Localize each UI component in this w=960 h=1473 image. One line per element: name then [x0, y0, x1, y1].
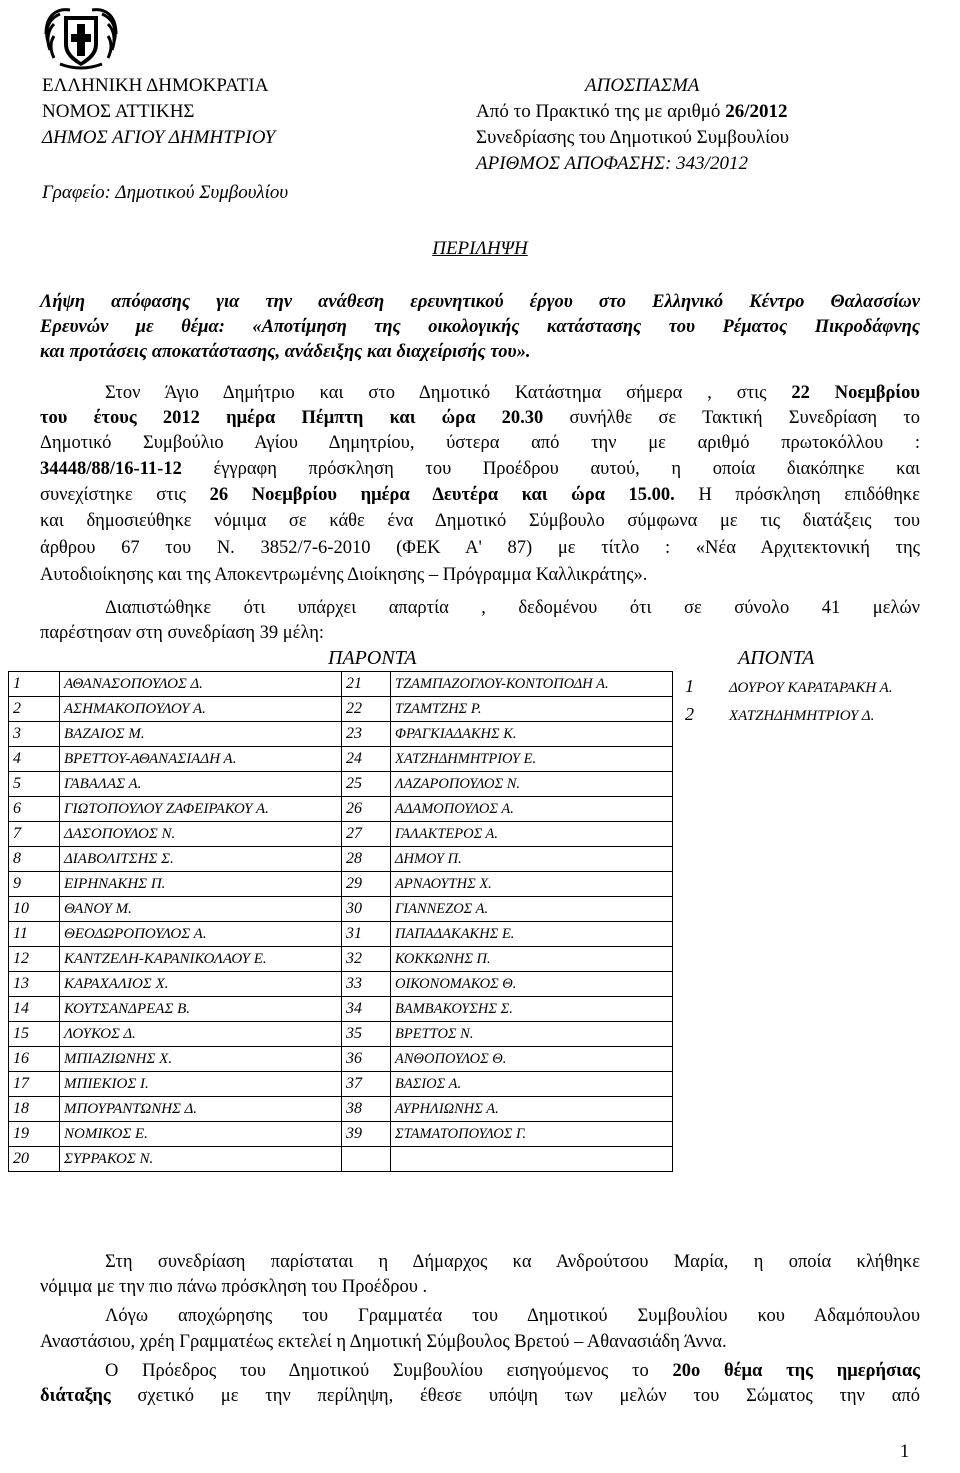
- member-name: ΔΑΣΟΠΟΥΛΟΣ Ν.: [60, 822, 342, 847]
- member-name: ΑΝΘΟΠΟΥΛΟΣ Θ.: [391, 1047, 673, 1072]
- member-number: 19: [9, 1122, 60, 1147]
- member-number: 8: [9, 847, 60, 872]
- member-name: ΝΟΜΙΚΟΣ Ε.: [60, 1122, 342, 1147]
- intro-line-4: [40, 457, 920, 482]
- absent-member-name: ΔΟΥΡΟΥ ΚΑΡΑΤΑΡΑΚΗ Α.: [729, 680, 893, 696]
- table-row: [9, 922, 673, 947]
- member-number: 3: [9, 722, 60, 747]
- member-name: ΦΡΑΓΚΙΑΔΑΚΗΣ Κ.: [391, 722, 673, 747]
- table-row: [9, 1047, 673, 1072]
- member-name: ΣΤΑΜΑΤΟΠΟΥΛΟΣ Γ.: [391, 1122, 673, 1147]
- intro-text-1: Στον Άγιο Δημήτριο και στο Δημοτικό Κατάστημα σήμερα , στις: [105, 383, 792, 403]
- table-row: [9, 822, 673, 847]
- header-municipality: ΔΗΜΟΣ ΑΓΙΟΥ ΔΗΜΗΤΡΙΟΥ: [42, 127, 276, 148]
- table-row: [9, 747, 673, 772]
- absent-member: [685, 676, 893, 697]
- table-row: [9, 1122, 673, 1147]
- summary-title: ΠΕΡΙΛΗΨΗ: [432, 238, 528, 259]
- absent-member-name: ΧΑΤΖΗΔΗΜΗΤΡΙΟΥ Δ.: [729, 708, 875, 724]
- member-name: ΧΑΤΖΗΔΗΜΗΤΡΙΟΥ Ε.: [391, 747, 673, 772]
- member-name: ΒΑΣΙΟΣ Α.: [391, 1072, 673, 1097]
- attendance-line: παρέστησαν στη συνεδρίαση 39 μέλη:: [40, 623, 325, 643]
- intro-line-6: και δημοσιεύθηκε νόμιμα σε κάθε ένα Δημοτικό Σύμβουλο σύμφωνα με τις διατάξεις του: [40, 511, 920, 531]
- member-number: 29: [342, 872, 391, 897]
- continuation-date: 26 Νοεμβρίου ημέρα Δευτέρα και ώρα 15.00.: [209, 485, 675, 505]
- member-number: 13: [9, 972, 60, 997]
- decision-number: ΑΡΙΘΜΟΣ ΑΠΟΦΑΣΗΣ: 343/2012: [476, 153, 748, 174]
- member-number: 12: [9, 947, 60, 972]
- table-row: [9, 697, 673, 722]
- table-row: [9, 1147, 673, 1172]
- header-prefecture: ΝΟΜΟΣ ΑΤΤΙΚΗΣ: [42, 101, 195, 122]
- member-name: ΓΙΩΤΟΠΟΥΛΟΥ ΖΑΦΕΙΡΑΚΟΥ Α.: [60, 797, 342, 822]
- member-name: ΒΡΕΤΤΟΥ-ΑΘΑΝΑΣΙΑΔΗ Α.: [60, 747, 342, 772]
- table-row: [9, 1097, 673, 1122]
- quorum-line: Διαπιστώθηκε ότι υπάρχει απαρτία , δεδομένου ότι σε σύνολο 41 μελών: [105, 598, 920, 618]
- member-number: 14: [9, 997, 60, 1022]
- member-number: 23: [342, 722, 391, 747]
- member-name: ΟΙΚΟΝΟΜΑΚΟΣ Θ.: [391, 972, 673, 997]
- table-row: [9, 1022, 673, 1047]
- closing-line-5: [105, 1359, 920, 1384]
- minutes-reference: [476, 100, 787, 124]
- member-name: ΔΗΜΟΥ Π.: [391, 847, 673, 872]
- member-number: 30: [342, 897, 391, 922]
- table-row: [9, 897, 673, 922]
- table-row: [9, 847, 673, 872]
- member-number: [342, 1147, 391, 1172]
- table-row: [9, 772, 673, 797]
- header-country: ΕΛΛΗΝΙΚΗ ΔΗΜΟΚΡΑΤΙΑ: [42, 75, 269, 96]
- member-name: ΛΑΖΑΡΟΠΟΥΛΟΣ Ν.: [391, 772, 673, 797]
- absent-member-number: 2: [685, 704, 694, 724]
- table-row: [9, 797, 673, 822]
- member-number: 32: [342, 947, 391, 972]
- member-number: 34: [342, 997, 391, 1022]
- closing-line-4: Αναστάσιου, χρέη Γραμματέως εκτελεί η Δημοτική Σύμβουλος Βρετού – Αθανασιάδη Άννα.: [40, 1332, 727, 1352]
- closing-line-2: νόμιμα με την πιο πάνω πρόσκληση του Προέδρου .: [40, 1277, 428, 1297]
- member-name: ΘΕΟΔΩΡΟΠΟΥΛΟΣ Α.: [60, 922, 342, 947]
- member-number: 6: [9, 797, 60, 822]
- absent-label: ΑΠΟΝΤΑ: [738, 647, 815, 669]
- meeting-date: 22 Νοεμβρίου: [791, 383, 920, 403]
- agenda-item: 20ο θέμα της ημερήσιας: [672, 1361, 920, 1381]
- member-number: 2: [9, 697, 60, 722]
- member-number: 24: [342, 747, 391, 772]
- absent-member: [685, 704, 874, 725]
- present-members-table: [8, 671, 673, 1172]
- minutes-number: 26/2012: [725, 101, 788, 122]
- intro-text-5b: Η πρόσκληση επιδόθηκε: [674, 485, 920, 505]
- member-name: ΒΡΕΤΤΟΣ Ν.: [391, 1022, 673, 1047]
- member-name: ΤΖΑΜΤΖΗΣ Ρ.: [391, 697, 673, 722]
- table-row: [9, 1072, 673, 1097]
- member-number: 21: [342, 672, 391, 697]
- member-number: 28: [342, 847, 391, 872]
- member-number: 11: [9, 922, 60, 947]
- member-name: ΜΠΟΥΡΑΝΤΩΝΗΣ Δ.: [60, 1097, 342, 1122]
- member-number: 31: [342, 922, 391, 947]
- summary-line-3: και προτάσεις αποκατάστασης, ανάδειξης και διαχείρισής του».: [40, 342, 531, 362]
- member-number: 1: [9, 672, 60, 697]
- member-name: ΑΔΑΜΟΠΟΥΛΟΣ Α.: [391, 797, 673, 822]
- header-office: Γραφείο: Δημοτικού Συμβουλίου: [42, 182, 289, 203]
- member-name: ΚΟΚΚΩΝΗΣ Π.: [391, 947, 673, 972]
- member-number: 4: [9, 747, 60, 772]
- member-name: ΤΖΑΜΠΑΖΟΓΛΟΥ-ΚΟΝΤΟΠΟΔΗ Α.: [391, 672, 673, 697]
- intro-line-7: άρθρου 67 του Ν. 3852/7-6-2010 (ΦΕΚ Α' 87) με τίτλο : «Νέα Αρχιτεκτονική της: [40, 538, 920, 558]
- closing-text-6: σχετικό με την περίληψη, έθεσε υπόψη των μελών του Σώματος την από: [110, 1386, 920, 1406]
- summary-line-2: Ερευνών με θέμα: «Αποτίμηση της οικολογικής κατάστασης του Ρέματος Πικροδάφνης: [40, 317, 920, 337]
- member-number: 22: [342, 697, 391, 722]
- member-number: 10: [9, 897, 60, 922]
- member-number: 26: [342, 797, 391, 822]
- member-name: ΑΘΑΝΑΣΟΠΟΥΛΟΣ Δ.: [60, 672, 342, 697]
- intro-line-2: [40, 406, 920, 431]
- table-row: [9, 972, 673, 997]
- table-row: [9, 872, 673, 897]
- intro-line-5: [40, 483, 920, 508]
- member-number: 36: [342, 1047, 391, 1072]
- member-number: 38: [342, 1097, 391, 1122]
- member-number: 27: [342, 822, 391, 847]
- absent-member-number: 1: [685, 676, 694, 696]
- table-row: [9, 997, 673, 1022]
- member-name: ΚΑΝΤΖΕΛΗ-ΚΑΡΑΝΙΚΟΛΑΟΥ Ε.: [60, 947, 342, 972]
- intro-line-3: Δημοτικό Συμβούλιο Αγίου Δημητρίου, ύστερα από την με αριθμό πρωτοκόλλου :: [40, 433, 920, 453]
- member-name: ΑΣΗΜΑΚΟΠΟΥΛΟΥ Α.: [60, 697, 342, 722]
- intro-text-5: συνεχίστηκε στις: [40, 485, 210, 505]
- member-name: ΒΑΖΑΙΟΣ Μ.: [60, 722, 342, 747]
- document-type-title: ΑΠΟΣΠΑΣΜΑ: [585, 75, 700, 96]
- member-number: 39: [342, 1122, 391, 1147]
- page-number: 1: [900, 1442, 910, 1462]
- member-name: ΓΑΛΑΚΤΕΡΟΣ Α.: [391, 822, 673, 847]
- member-name: ΠΑΠΑΔΑΚΑΚΗΣ Ε.: [391, 922, 673, 947]
- closing-line-6: [40, 1384, 920, 1409]
- member-number: 35: [342, 1022, 391, 1047]
- member-name: ΜΠΙΑΖΙΩΝΗΣ Χ.: [60, 1047, 342, 1072]
- hellenic-republic-emblem-icon: [40, 4, 122, 70]
- meeting-time: του έτους 2012 ημέρα Πέμπτη και ώρα 20.30: [40, 408, 544, 428]
- closing-line-1: Στη συνεδρίαση παρίσταται η Δήμαρχος κα Ανδρούτσου Μαρία, η οποία κλήθηκε: [105, 1252, 920, 1272]
- member-number: 33: [342, 972, 391, 997]
- intro-line-1: [105, 381, 920, 406]
- member-name: ΚΟΥΤΣΑΝΔΡΕΑΣ Β.: [60, 997, 342, 1022]
- member-name: ΜΠΙΕΚΙΟΣ Ι.: [60, 1072, 342, 1097]
- intro-text-2: συνήλθε σε Τακτική Συνεδρίαση το: [543, 408, 921, 428]
- intro-text-4: έγγραφη πρόσκληση του Προέδρου αυτού, η οποία διακόπηκε και: [181, 459, 920, 479]
- member-number: 5: [9, 772, 60, 797]
- member-number: 9: [9, 872, 60, 897]
- member-number: 16: [9, 1047, 60, 1072]
- member-number: 37: [342, 1072, 391, 1097]
- summary-line-1: Λήψη απόφασης για την ανάθεση ερευνητικού έργου στο Ελληνικό Κέντρο Θαλασσίων: [40, 292, 920, 312]
- agenda-label: διάταξης: [40, 1386, 111, 1406]
- member-name: ΒΑΜΒΑΚΟΥΣΗΣ Σ.: [391, 997, 673, 1022]
- member-name: ΘΑΝΟΥ Μ.: [60, 897, 342, 922]
- protocol-number: 34448/88/16-11-12: [40, 459, 182, 479]
- member-number: 7: [9, 822, 60, 847]
- session-line: Συνεδρίασης του Δημοτικού Συμβουλίου: [476, 127, 790, 148]
- table-row: [9, 947, 673, 972]
- member-name: ΓΙΑΝΝΕΖΟΣ Α.: [391, 897, 673, 922]
- member-number: 25: [342, 772, 391, 797]
- member-name: ΣΥΡΡΑΚΟΣ Ν.: [60, 1147, 342, 1172]
- table-row: [9, 722, 673, 747]
- member-name: ΑΥΡΗΛΙΩΝΗΣ Α.: [391, 1097, 673, 1122]
- member-number: 17: [9, 1072, 60, 1097]
- member-name: [391, 1147, 673, 1172]
- present-label: ΠΑΡΟΝΤΑ: [328, 647, 417, 669]
- closing-text-5: Ο Πρόεδρος του Δημοτικού Συμβουλίου εισηγούμενος το: [105, 1361, 673, 1381]
- member-name: ΕΙΡΗΝΑΚΗΣ Π.: [60, 872, 342, 897]
- member-number: 18: [9, 1097, 60, 1122]
- member-number: 20: [9, 1147, 60, 1172]
- table-row: [9, 672, 673, 697]
- member-name: ΔΙΑΒΟΛΙΤΣΗΣ Σ.: [60, 847, 342, 872]
- member-number: 15: [9, 1022, 60, 1047]
- member-name: ΛΟΥΚΟΣ Δ.: [60, 1022, 342, 1047]
- member-name: ΓΑΒΑΛΑΣ Α.: [60, 772, 342, 797]
- closing-line-3: Λόγω αποχώρησης του Γραμματέα του Δημοτικού Συμβουλίου κου Αδαμόπουλου: [105, 1306, 920, 1326]
- minutes-reference-text: Από το Πρακτικό της με αριθμό: [476, 101, 726, 122]
- member-name: ΚΑΡΑΧΑΛΙΟΣ Χ.: [60, 972, 342, 997]
- intro-line-8: Αυτοδιοίκησης και της Αποκεντρωμένης Διοίκησης – Πρόγραμμα Καλλικράτης».: [40, 565, 648, 585]
- member-name: ΑΡΝΑΟΥΤΗΣ Χ.: [391, 872, 673, 897]
